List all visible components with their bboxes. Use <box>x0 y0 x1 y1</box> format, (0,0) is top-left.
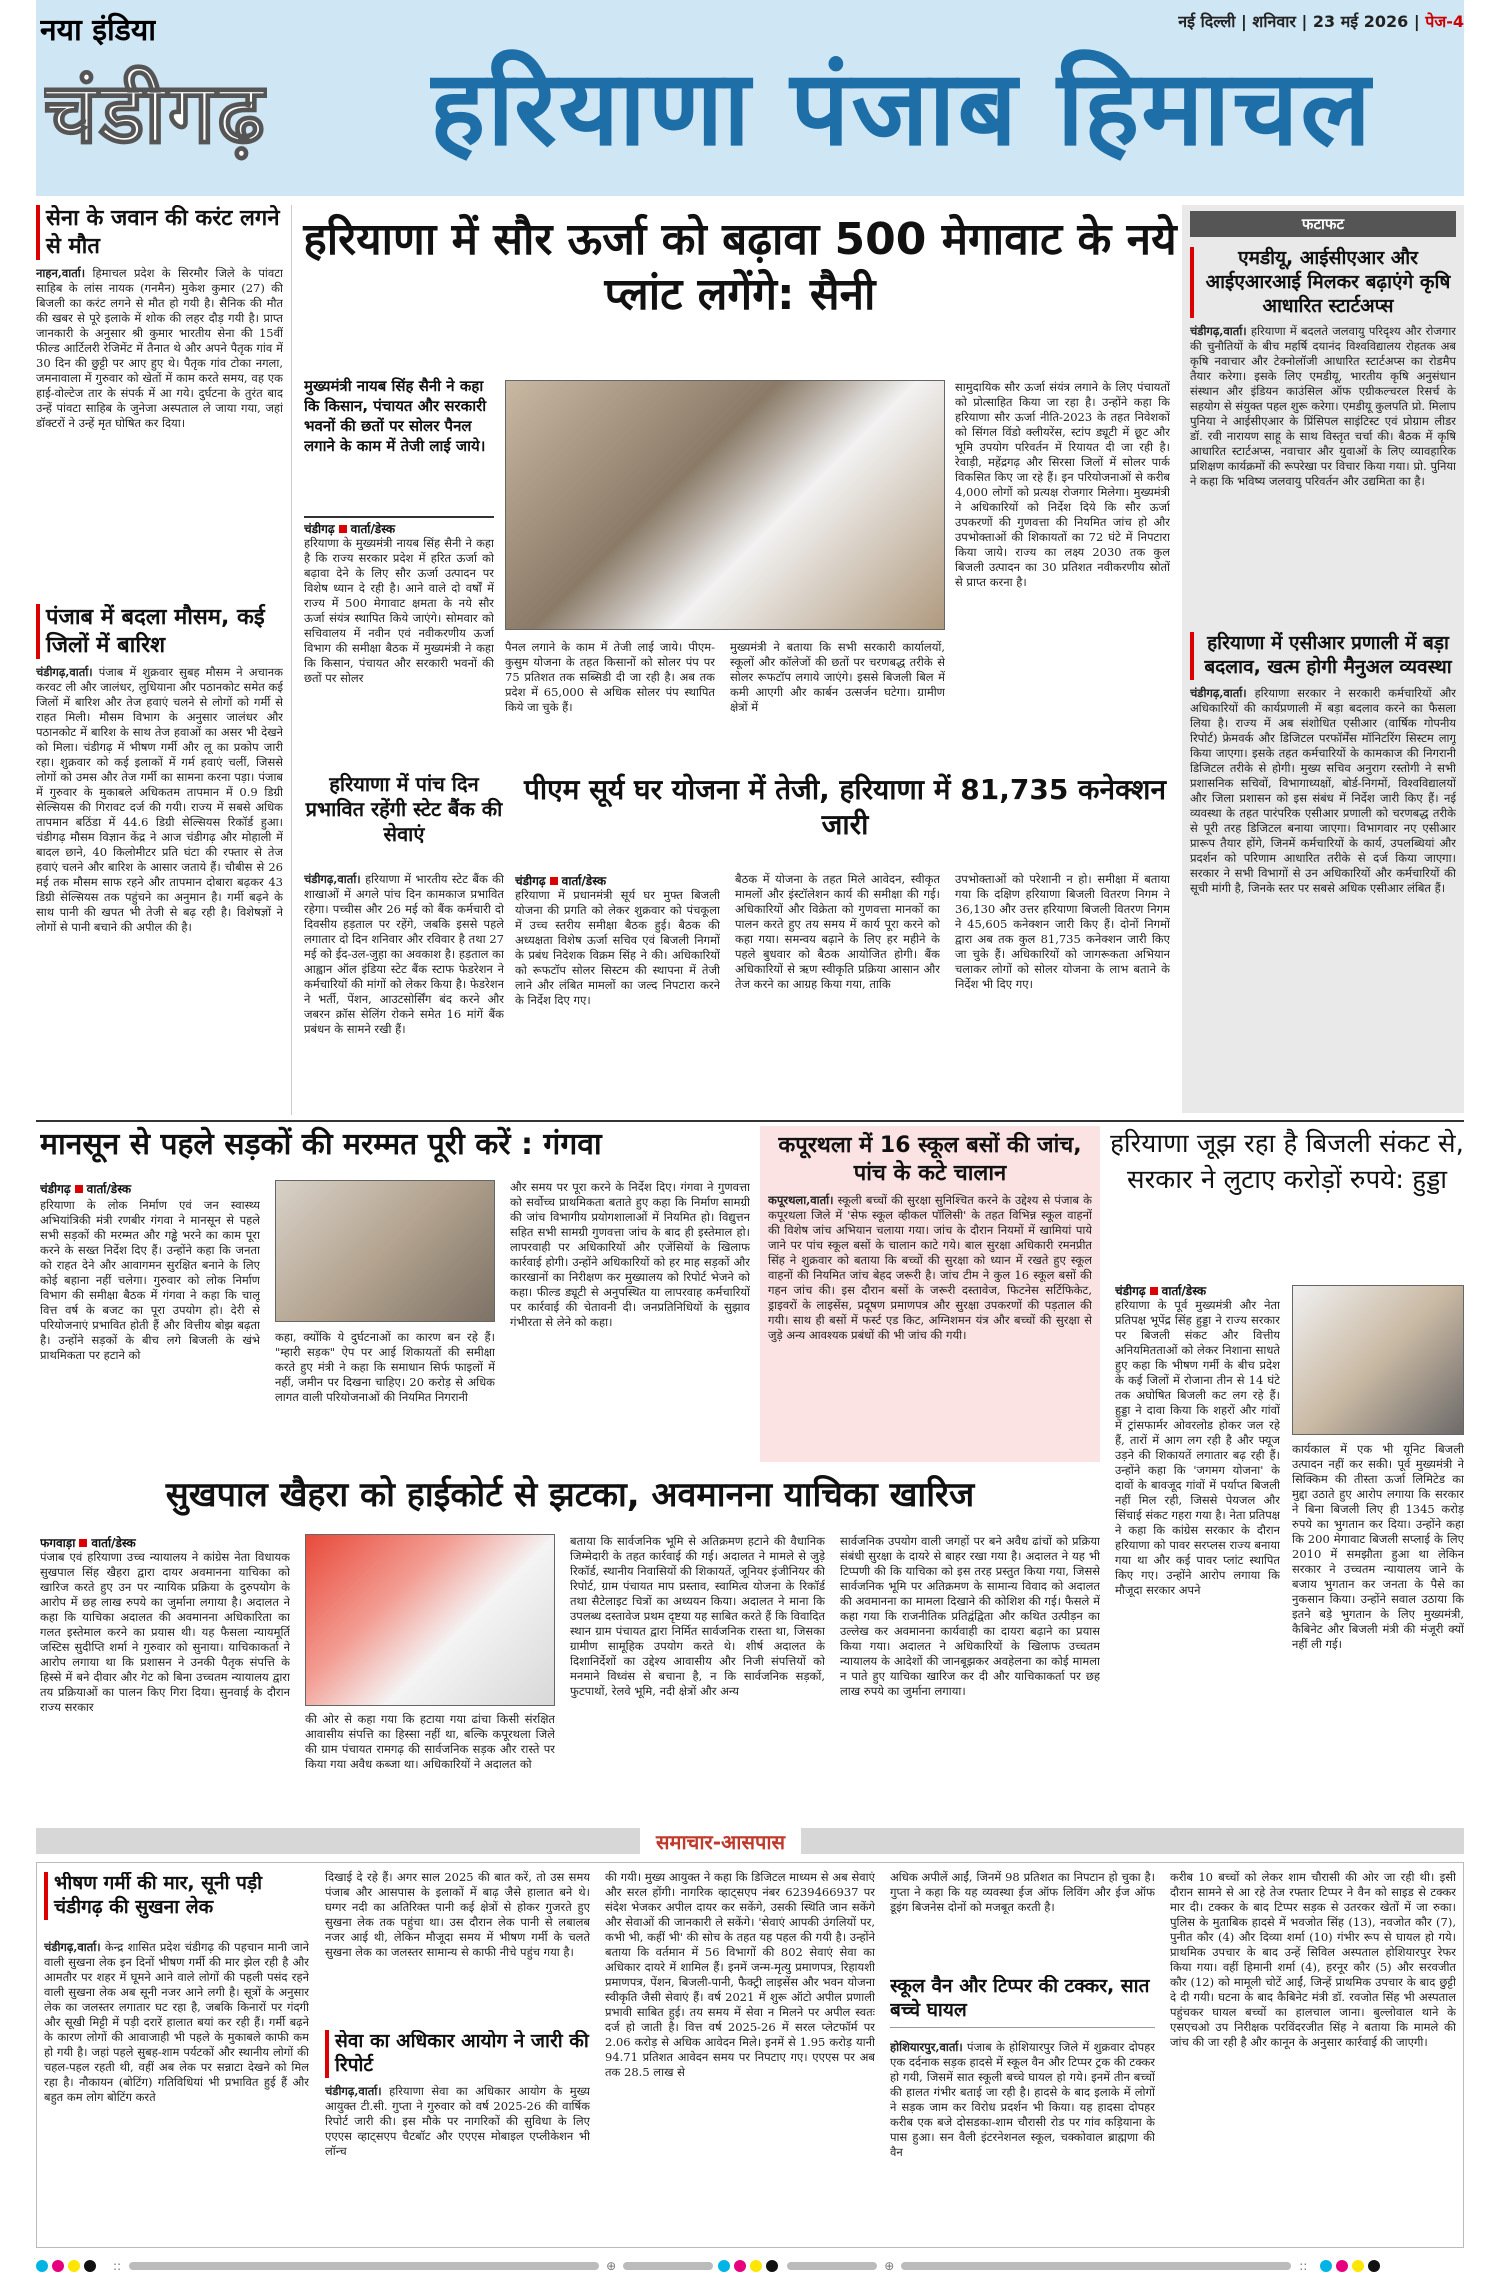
article-text: पंजाब के होशियारपुर जिले में शुक्रवार दोपहर एक दर्दनाक सड़क हादसे में स्कूल वैन और टिप्पर ट्रक की टक्कर हो गयी, जिसमें सात स्कूली बच्चे घायल हो गये। इनमें तीन बच्चों की हालत गंभीर बताई जा रही है। हादसे के बाद इलाके में लोगों ने सड़क जाम कर विरोध प्रदर्शन भी किया। यह हादसा दोपहर करीब एक बजे दोसडका-शाम चौरासी रोड पर गांव कड़ियाना के पास हुआ। सन वैली इंटरनेशनल स्कूल, चक्कोवाल ब्राह्मणा की वैन <box>890 2040 1155 2159</box>
article-title: सेवा का अधिकार आयोग ने जारी की रिपोर्ट <box>325 2030 590 2078</box>
article-dateline: होशियारपुर,वार्ता। <box>890 2040 963 2054</box>
article-dateline: नाहन,वार्ता। <box>36 266 86 280</box>
photo-hooda <box>1292 1285 1464 1435</box>
byline <box>515 872 715 889</box>
byline-place: फगवाड़ा <box>40 1536 76 1550</box>
article-body <box>36 665 283 1115</box>
article-title: सेना के जवान की करंट लगने से मौत <box>36 205 283 260</box>
article-title: हरियाणा में एसीआर प्रणाली में बड़ा बदलाव, खत्म होगी मैनुअल व्यवस्था <box>1190 632 1456 680</box>
article-dateline: चंडीगढ़,वार्ता। <box>304 872 361 886</box>
page-number: पेज-4 <box>1425 12 1464 31</box>
article-headline: हरियाणा जूझ रहा है बिजली संकट से, सरकार ने लुटाए करोड़ों रुपये: हुड्डा <box>1110 1129 1464 1195</box>
section-banner-title: समाचार-आसपास <box>640 1826 801 1857</box>
article-text: केन्द्र शासित प्रदेश चंडीगढ़ की पहचान मानी जाने वाली सुखना लेक इन दिनों भीषण गर्मी की मार झेल रही है और आमतौर पर शहर में घूमने आने वाले लोगों की पहली पसंद रहने वाली सुखना लेक अब सूनी नजर आने लगी है। सूत्रों के अनुसार लेक का जलस्तर लगातार घट रहा है, जबकि किनारों पर गंदगी और सूखी मिट्टी में पड़ी दरारें हालात बयां कर रही हैं। गर्मी बढ़ने के कारण लोगों की आवाजाही भी पहले के मुकाबले काफी कम हो गयी है। जहां पहले सुबह-शाम पर्यटकों और स्थानीय लोगों की चहल-पहल रहती थी, वहीं अब लेक पर सन्नाटा देखने को मिल रहा है। नौकायन (बोटिंग) गतिविधियां भी प्रभावित हुई हैं और बहुत कम लोग बोटिंग करते <box>44 1940 309 2104</box>
lead-col-2: पैनल लगाने के काम में तेजी लाई जाये। पीएम-कुसुम योजना के तहत किसानों को सोलर पंप पर 75 प्रतिशत तक सब्सिडी दी जा रही है। अब तक प्रदेश में 65,000 से अधिक सोलर पंप स्थापित किये जा चुके हैं। <box>505 640 715 714</box>
byline-place: चंडीगढ़ <box>40 1182 71 1196</box>
article-title: हरियाणा में पांच दिन प्रभावित रहेंगी स्टेट बैंक की सेवाएं <box>305 772 503 846</box>
article-col: बताया कि सार्वजनिक भूमि से अतिक्रमण हटाने की वैधानिक जिम्मेदारी के तहत कार्रवाई की गई। अदालत ने मामले से जुड़े रिकॉर्ड, स्थानीय निवासियों की शिकायतें, जूनियर इंजीनियर की रिपोर्ट, ग्राम पंचायत माप प्रस्ताव, स्वामित्व योजना के रिकॉर्ड तथा सैटेलाइट चित्रों का अध्ययन किया। अदालत ने माना कि उपलब्ध दस्तावेज प्रथम दृष्टया यह साबित करते हैं कि विवादित स्थान ग्राम पंचायत द्वारा निर्मित सार्वजनिक रास्ता था, जिसका ग्रामीण सामूहिक उपयोग करते थे। शीर्ष अदालत के दिशानिर्देशों का उद्देश्य आवासीय और निजी संपत्तियों को मनमाने विध्वंस से बचाना है, न कि सार्वजनिक सड़कों, फुटपाथों, रेलवे भूमि, नदी क्षेत्रों और अन्य <box>570 1534 825 1698</box>
article-body <box>304 872 504 1112</box>
article-col: सार्वजनिक उपयोग वाली जगहों पर बने अवैध ढांचों को प्रक्रिया संबंधी सुरक्षा के दायरे से बाहर रखा गया है। अदालत ने यह भी टिप्पणी की कि याचिका को इस तरह प्रस्तुत किया गया, जिससे सार्वजनिक भूमि पर अतिक्रमण के सामान्य विवाद को अदालत की अवमानना का मामला दिखाने की कोशिश की गई। फैसले में कहा गया कि राजनीतिक प्रतिद्वंद्विता और कथित उत्पीड़न का उल्लेख कर अवमानना कार्यवाही का दायरा बढ़ाने का प्रयास किया गया। अदालत ने अधिकारियों के खिलाफ उच्चतम न्यायालय के आदेशों की जानबूझकर अवहेलना का कोई मामला न पाते हुए याचिका खारिज कर दी और याचिकाकर्ता पर छह लाख रुपये का जुर्माना लगाया। <box>840 1534 1100 1698</box>
photo-khaira <box>305 1534 555 1706</box>
article-col: कार्यकाल में एक भी यूनिट बिजली उत्पादन नहीं कर सकी। पूर्व मुख्यमंत्री ने सिक्किम की तीस्ता ऊर्जा लिमिटेड का मुद्दा उठाते हुए आरोप लगाया कि सरकार ने बिना बिजली लिए ही 1345 करोड़ रुपये का भुगतान कर दिया। उन्होंने कहा कि 200 मेगावाट बिजली सप्लाई के लिए 2010 में समझौता हुआ था लेकिन सरकार ने उच्चतम न्यायालय जाने के बजाय भुगतान कर जनता के पैसे का नुकसान किया। उन्होंने सवाल उठाया कि इतने बड़े भुगतान के लिए मुख्यमंत्री, कैबिनेट और बिजली मंत्री की मंजूरी क्यों नहीं ली गई। <box>1292 1442 1464 1651</box>
article-col: की गयी। मुख्य आयुक्त ने कहा कि डिजिटल माध्यम से अब सेवाएं और सरल होंगी। नागरिक व्हाट्सएप नंबर 6239466937 पर संदेश भेजकर अपील दायर कर सकेंगे, उसकी स्थिति जान सकेंगे और सेवाओं की जानकारी ले सकेंगे। 'सेवाएं आपकी उंगलियों पर, कभी भी, कहीं भी' की सोच के तहत यह पहल की गयी है। उन्होंने बताया कि वर्तमान में 56 विभागों की 802 सेवाएं सेवा का अधिकार दायरे में शामिल हैं। इनमें जन्म-मृत्यु प्रमाणपत्र, रिहायशी प्रमाणपत्र, पेंशन, बिजली-पानी, फैक्ट्री लाइसेंस और भवन योजना स्वीकृति जैसी सेवाएं हैं। वर्ष 2021 में शुरू ऑटो अपील प्रणाली प्रभावी साबित हुई। तय समय में सेवा न मिलने पर अपील स्वतः दर्ज हो जाती है। वित्त वर्ष 2025-26 में सरल प्लेटफॉर्म पर 2.06 करोड़ से अधिक आवेदन मिले। इनमें से 1.95 करोड़ यानी 94.71 प्रतिशत आवेदन समय पर निपटाए गए। एएएस पर अब तक 28.5 लाख से <box>605 1870 875 2079</box>
article-col: उपभोक्ताओं को परेशानी न हो। समीक्षा में बताया गया कि दक्षिण हरियाणा बिजली वितरण निगम ने 36,130 और उत्तर हरियाणा बिजली वितरण निगम ने 45,605 कनेक्शन जारी किए हैं। दोनों निगमों द्वारा अब तक कुल 81,735 कनेक्शन जारी किए जा चुके हैं। अधिकारियों को जागरूकता अभियान चलाकर लोगों को सोलर योजना के लाभ बताने के निर्देश भी दिए गए। <box>955 872 1170 991</box>
article-col: हरियाणा के पूर्व मुख्यमंत्री और नेता प्रतिपक्ष भूपेंद्र सिंह हुड्डा ने राज्य सरकार पर बिजली संकट और वित्तीय अनियमितताओं को लेकर निशाना साधते हुए कहा कि भीषण गर्मी के बीच प्रदेश के कई जिलों में रोजाना तीन से 14 घंटे तक अघोषित बिजली कट लग रहे हैं। हुड्डा ने दावा किया कि शहरों और गांवों में ट्रांसफार्मर ओवरलोड होकर जल रहे हैं, तारों में आग लग रही है और फ्यूज उड़ने की शिकायतें लगातार बढ़ रही हैं। उन्होंने कहा कि 'जगमग योजना' के दावों के बावजूद गांवों में पर्याप्त बिजली नहीं मिल रही, जिससे पेयजल और सिंचाई संकट गहरा गया है। नेता प्रतिपक्ष ने कहा कि कांग्रेस सरकार के दौरान हरियाणा को पावर सरप्लस राज्य बनाया गया था और कई पावर प्लांट स्थापित किए गए। उन्होंने आरोप लगाया कि मौजूदा सरकार अपने <box>1115 1298 1280 1597</box>
article-col: कहा, क्योंकि ये दुर्घटनाओं का कारण बन रहे हैं। "म्हारी सड़क" ऐप पर आई शिकायतों की समीक्षा करते हुए मंत्री ने कहा कि समाधान सिर्फ फाइलों में नहीं, जमीन पर दिखना चाहिए। 20 करोड़ से अधिक लागत वाली परियोजनाओं की नियमित निगरानी <box>275 1330 495 1404</box>
article-col: अधिक अपीलें आईं, जिनमें 98 प्रतिशत का निपटान हो चुका है। गुप्ता ने कहा कि यह व्यवस्था ईज ऑफ लिविंग और ईज ऑफ डूइंग बिजनेस दोनों को मजबूत करती है। <box>890 1870 1155 1914</box>
article-dateline: चंडीगढ़,वार्ता। <box>325 2084 382 2098</box>
byline-place: चंडीगढ़ <box>1115 1284 1146 1298</box>
article-title: स्कूल वैन और टिप्पर की टक्कर, सात बच्चे घायल <box>890 1975 1155 2028</box>
article-dateline: चंडीगढ़,वार्ता। <box>36 665 93 679</box>
article-dateline: कपूरथला,वार्ता। <box>768 1193 834 1207</box>
byline-agency: वार्ता/डेस्क <box>1161 1284 1207 1298</box>
left-column <box>36 205 292 1115</box>
city-name: चंडीगढ़ <box>44 64 267 162</box>
article-col: की ओर से कहा गया कि हटाया गया ढांचा किसी संरक्षित आवासीय संपत्ति का हिस्सा नहीं था, बल्कि कपूरथला जिले की ग्राम पंचायत रामगढ़ की सार्वजनिक सड़क और रास्ते पर किया गया अवैध कब्जा था। अधिकारियों ने अदालत को <box>305 1712 555 1771</box>
article-dateline: चंडीगढ़,वार्ता। <box>1190 324 1247 339</box>
red-square-icon <box>1150 1287 1158 1295</box>
article-body <box>1190 686 1456 1076</box>
article-col: हरियाणा में प्रधानमंत्री सूर्य घर मुफ्त बिजली योजना की प्रगति को लेकर शुक्रवार को पंचकूला में उच्च स्तरीय समीक्षा बैठक हुई। बैठक की अध्यक्षता विशेष ऊर्जा सचिव एवं बिजली निगमों के प्रबंध निदेशक विक्रम सिंह ने की। अधिकारियों को रूफटॉप सोलर सिस्टम की स्थापना में तेजी लाने और लंबित मामलों का जल्द निपटारा करने के निर्देश दिए गए। <box>515 888 720 1007</box>
date-text: नई दिल्ली | शनिवार | 23 मई 2026 | <box>1178 12 1420 31</box>
article-col: बैठक में योजना के तहत मिले आवेदन, स्वीकृत मामलों और इंस्टॉलेशन कार्य की समीक्षा की गई। अधिकारियों और विक्रेता को गुणवत्ता मानकों का पालन करते हुए तय समय में कार्य पूरा करने को कहा गया। समन्वय बढ़ाने के लिए हर महीने के पहले बुधवार को बैठक आयोजित होगी। बैंक अधिकारियों से ऋण स्वीकृति प्रक्रिया आसान और तेज करने का आग्रह किया गया, ताकि <box>735 872 940 991</box>
article-body <box>890 2040 1155 2240</box>
sidebar-quick-news <box>1182 205 1464 1113</box>
lead-col-1: हरियाणा के मुख्यमंत्री नायब सिंह सैनी ने कहा है कि राज्य सरकार प्रदेश में हरित ऊर्जा को बढ़ावा देने के लिए सौर ऊर्जा उत्पादन पर विशेष ध्यान दे रही है। आने वाले दो वर्षों में राज्य में 500 मेगावाट क्षमता के नये सौर ऊर्जा संयंत्र स्थापित किये जाएंगे। सोमवार को सचिवालय में नवीन एवं नवीकरणीय ऊर्जा विभाग की समीक्षा बैठक में मुख्यमंत्री ने कहा कि किसान, पंचायत और सरकारी भवनों की छतों पर सोलर <box>304 536 494 685</box>
sidebar-label: फटाफट <box>1190 211 1456 237</box>
article-text: हरियाणा में बदलते जलवायु परिदृश्य और रोजगार की चुनौतियों के बीच महर्षि दयानंद विश्वविद्यालय रोहतक अब कृषि नवाचार और टेक्नोलॉजी आधारित स्टार्टअप्स का रोडमैप तैयार करेगा। इसके लिए एमडीयू, भारतीय कृषि अनुसंधान संस्थान और इंडियन काउंसिल ऑफ एग्रीकल्चरल रिसर्च के सहयोग से संयुक्त पहल शुरू करेगा। एमडीयू कुलपति प्रो. मिलाप पुनिया ने आईसीएआर के प्रिंसिपल साइंटिस्ट एवं प्रोग्राम लीडर डॉ. रवी नारायण साहू के साथ विस्तृत चर्चा की। बैठक में कृषि आधारित स्टार्टअप्स, नवाचार और युवाओं के लिए व्यावहारिक प्रशिक्षण कार्यक्रमों की रूपरेखा पर विचार किया गया। प्रो. पुनिया ने कहा कि भविष्य जलवायु परिवर्तन और उद्यमिता का है। <box>1190 324 1456 489</box>
print-color-marks: :: ⊕ ⊕ :: <box>36 2255 1464 2277</box>
article-text: पंजाब में शुक्रवार सुबह मौसम ने अचानक करवट ली और जालंधर, लुधियाना और पठानकोट समेत कई जिलों में बारिश और तेज हवाएं चलने से लोगों को गर्मी से राहत मिली। मौसम विभाग के अनुसार जालंधर और पठानकोट में बारिश के साथ तेज हवाओं का असर भी देखने को मिला। चंडीगढ़ में भीषण गर्मी और लू का प्रकोप जारी रहा। शुक्रवार को कई इलाकों में गर्म हवाएं चलीं, जिससे लोगों को उमस और तेज गर्मी का सामना करना पड़ा। पंजाब में गुरुवार के मुकाबले अधिकतम तापमान में 0.9 डिग्री सेल्सियस की गिरावट दर्ज की गयी। राज्य में सबसे अधिक तापमान बठिंडा में 44.6 डिग्री सेल्सियस रिकॉर्ड हुआ। चंडीगढ़ मौसम विज्ञान केंद्र ने आज चंडीगढ़ और मोहाली में बादल छाने, 40 किलोमीटर प्रति घंटा की रफ्तार से तेज हवाएं चलने और बारिश के आसार जताये हैं। चौबीस से 26 मई तक मौसम साफ रहने और तापमान दोबारा बढ़कर 43 डिग्री सेल्सियस तक पहुंचने का अनुमान है। गर्मी बढ़ने के साथ पानी की खपत भी तेजी से बढ़ रही है। विशेषज्ञों ने लोगों से पानी बचाने की अपील की है। <box>36 665 283 934</box>
byline-place: चंडीगढ़ <box>304 522 335 536</box>
byline <box>40 1534 290 1551</box>
article-headline: पीएम सूर्य घर योजना में तेजी, हरियाणा में 81,735 कनेक्शन जारी <box>523 773 1167 841</box>
article-col: पंजाब एवं हरियाणा उच्च न्यायालय ने कांग्रेस नेता विधायक सुखपाल सिंह खैहरा द्वारा दायर अवमानना याचिका को खारिज करते हुए उन पर न्यायिक प्रक्रिया के दुरुपयोग के आरोप में छह लाख रुपये का जुर्माना लगाया है। अदालत ने कहा कि याचिका अदालत की अवमानना अधिकारिता का गलत इस्तेमाल करने का प्रयास थी। यह फैसला न्यायमूर्ति जस्टिस सुदीप्ति शर्मा ने गुरुवार को सुनाया। याचिकाकर्ता ने आरोप लगाया था कि प्रशासन ने उनकी पैतृक संपत्ति के हिस्से में बने दीवार और गेट को बिना उच्चतम न्यायालय द्वारा तय प्रक्रियाओं का पालन किए गिरा दिया। सुनवाई के दौरान राज्य सरकार <box>40 1550 290 1714</box>
article-col: करीब 10 बच्चों को लेकर शाम चौरासी की ओर जा रही थी। इसी दौरान सामने से आ रहे तेज रफ्तार टिप्पर ने वैन को साइड से टक्कर मार दी। टक्कर के बाद टिप्पर सड़क से उतरकर खेतों में जा रुका। पुलिस के मुताबिक हादसे में भवजोत सिंह (13), नवजोत कौर (7), पुनीत कौर (4) और दिव्या शर्मा (10) गंभीर रूप से घायल हो गये। प्राथमिक उपचार के बाद उन्हें सिविल अस्पताल होशियारपुर रेफर किया गया। वहीं हिमानी शर्मा (4), हरनूर कौर (5) और सरवजीत कौर (12) को मामूली चोटें आईं, जिन्हें प्राथमिक उपचार के बाद छुट्टी दे दी गयी। घटना के बाद कैबिनेट मंत्री डॉ. रवजोत सिंह भी अस्पताल पहुंचकर घायल बच्चों का हालचाल जाना। बुल्लोवाल थाने के एसएचओ उप निरीक्षक परविंदरजीत सिंह ने बताया कि मामले की जांच की जा रही है और कानून के अनुसार कार्रवाई की जाएगी। <box>1170 1870 1456 2049</box>
photo-minister <box>275 1180 495 1322</box>
article-body <box>36 266 283 596</box>
section-states-title: हरियाणा पंजाब हिमाचल <box>430 47 1373 169</box>
article-headline: सुखपाल खैहरा को हाईकोर्ट से झटका, अवमानना याचिका खारिज <box>165 1475 975 1515</box>
byline-agency: वार्ता/डेस्क <box>561 874 607 888</box>
article-headline: मानसून से पहले सड़कों की मरम्मत पूरी करें : गंगवा <box>40 1127 602 1162</box>
pull-quote: मुख्यमंत्री नायब सिंह सैनी ने कहा कि किसान, पंचायत और सरकारी भवनों की छतों पर सोलर पैनल लगाने के काम में तेजी लाई जाये। <box>304 377 487 455</box>
byline <box>40 1180 260 1197</box>
divider <box>36 1120 1464 1122</box>
article-col: दिखाई दे रहे हैं। अगर साल 2025 की बात करें, तो उस समय पंजाब और आसपास के इलाकों में बाढ़ जैसे हालात बने थे। घग्गर नदी का अतिरिक्त पानी कई क्षेत्रों से होकर गुजरते हुए सुखना लेक तक पहुंचा था। उस दौरान लेक पानी से लबालब नजर आई थी, लेकिन मौजूदा समय में भीषण गर्मी के चलते सुखना लेक का जलस्तर सामान्य से काफी नीचे पहुंच गया है। <box>325 1870 590 1959</box>
dateline <box>1178 10 1464 32</box>
article-text: हरियाणा सरकार ने सरकारी कर्मचारियों और अधिकारियों की कार्यप्रणाली में बड़ा बदलाव करने का फैसला लिया है। राज्य में अब संशोधित एसीआर (वार्षिक गोपनीय रिपोर्ट) फ्रेमवर्क और डिजिटल परफॉर्मेंस मॉनिटरिंग सिस्टम लागू किया जाएगा। इसके तहत कर्मचारियों के कामकाज की निगरानी डिजिटल तरीके से होगी। मुख्य सचिव अनुराग रस्तोगी ने सभी प्रशासनिक सचिवों, विभागाध्यक्षों, बोर्ड-निगमों, विश्वविद्यालयों और जिला प्रशासन को इस संबंध में निर्देश जारी किए हैं। नई व्यवस्था के तहत पारंपरिक एसीआर प्रणाली को चरणबद्ध तरीके से पूरी तरह डिजिटल बनाया जाएगा। विभागवार नए एसीआर प्रारूप तैयार होंगे, जिनमें कर्मचारियों के कार्य, उपलब्धियां और प्रदर्शन को परिणाम आधारित तरीके से दर्ज किया जाएगा। सरकार ने सभी विभागों से उन अधिकारियों और कर्मचारियों की सूची मांगी है, जिनके स्तर पर सबसे अधिक एसीआर लंबित हैं। <box>1190 685 1456 895</box>
article-body <box>1190 324 1456 624</box>
article-body <box>44 1940 309 2240</box>
article-text: हरियाणा में भारतीय स्टेट बैंक की शाखाओं में अगले पांच दिन कामकाज प्रभावित रहेगा। पच्चीस और 26 मई को बैंक कर्मचारी दो दिवसीय हड़ताल पर रहेंगे, जबकि इससे पहले लगातार दो दिन शनिवार और रविवार है तथा 27 मई को ईद-उल-जुहा का अवकाश है। हड़ताल का आह्वान ऑल इंडिया स्टेट बैंक स्टाफ फेडरेशन ने कर्मचारियों की मांगों को लेकर किया है। फेडरेशन ने भर्ती, पेंशन, आउटसोर्सिंग बंद करने और जबरन क्रॉस सेलिंग रोकने समेत 16 मांगें बैंक प्रबंधन के सामने रखी हैं। <box>304 872 504 1036</box>
byline-agency: वार्ता/डेस्क <box>350 522 396 536</box>
article-dateline: चंडीगढ़,वार्ता। <box>44 1940 101 1954</box>
article-col: हरियाणा के लोक निर्माण एवं जन स्वास्थ्य अभियांत्रिकी मंत्री रणबीर गंगवा ने मानसून से पहले सभी सड़कों की मरम्मत और गड्ढे भरने का काम पूरा करने के सख्त निर्देश दिए हैं। उन्होंने कहा कि जनता को राहत देने और आवागमन सुरक्षित बनाने के लिए कोई बहाना नहीं चलेगा। गुरुवार को लोक निर्माण विभाग की समीक्षा बैठक में गंगवा ने कहा कि चालू वित्त वर्ष के बजट का पूरा उपयोग हो। देरी से परियोजनाएं प्रभावित होती हैं और वित्तीय बोझ बढ़ता है। उन्होंने सड़कों के बीच लगे बिजली के खंभे प्राथमिकता पर हटाने को <box>40 1198 260 1362</box>
red-square-icon <box>339 525 347 533</box>
photo-chief-minister <box>505 380 945 630</box>
article-body <box>325 2084 590 2240</box>
article-col: और समय पर पूरा करने के निर्देश दिए। गंगवा ने गुणवत्ता को सर्वोच्च प्राथमिकता बताते हुए कहा कि निर्माण सामग्री की जांच विभागीय प्रयोगशालाओं में नियमित हो। विद्युत्तन सहित सभी सामग्री गुणवत्ता जांच के बाद ही इस्तेमाल हो। लापरवाही पर अधिकारियों और एजेंसियों के खिलाफ कार्रवाई होगी। उन्होंने अधिकारियों को हर माह सड़कों और कारखानों का निरीक्षण कर मुख्यालय को रिपोर्ट भेजने को कहा। फील्ड ड्यूटी से अनुपस्थित या लापरवाह कर्मचारियों पर कार्रवाई की चेतावनी दी। जनप्रतिनिधियों के सुझाव गंभीरता से लेने को कहा। <box>510 1180 750 1329</box>
newspaper-brand: नया इंडिया <box>40 13 156 48</box>
byline-place: चंडीगढ़ <box>515 874 546 888</box>
byline <box>304 516 494 537</box>
byline <box>1115 1282 1295 1299</box>
article-text: हिमाचल प्रदेश के सिरमौर जिले के पांवटा साहिब के लांस नायक (गनमैन) मुकेश कुमार (27) की बिजली का करंट लगने से मौत हो गयी है। सैनिक की मौत की खबर से पूरे इलाके में शोक की लहर दौड़ गयी है। प्राप्त जानकारी के अनुसार श्री कुमार भारतीय सेना की 15वीं फील्ड आर्टिलरी रेजिमेंट में तैनात थे और अपने पैतृक गांव में 30 दिन की छुट्टी पर आए हुए थे। पैतृक गांव टोका नगला, जमनावाला में गुरुवार को खेतों में काम करते समय, वह एक हाई-वोल्टेज तार के संपर्क में आ गये। दुर्घटना के तुरंत बाद उन्हें पांवटा साहिब के जुनेजा अस्पताल ले जाया गया, जहां डॉक्टरों ने उन्हें मृत घोषित कर दिया। <box>36 266 283 430</box>
red-square-icon <box>79 1539 87 1547</box>
article-title: एमडीयू, आईसीएआर और आईएआरआई मिलकर बढ़ाएंगे कृषि आधारित स्टार्टअप्स <box>1190 247 1456 318</box>
lead-headline: हरियाणा में सौर ऊर्जा को बढ़ावा 500 मेगावाट के नये प्लांट लगेंगे: सैनी <box>303 214 1177 320</box>
lead-col-4: सामुदायिक सौर ऊर्जा संयंत्र लगाने के लिए पंचायतों को प्रोत्साहित किया जा रहा है। उन्होंने कहा कि हरियाणा सौर ऊर्जा नीति-2023 के तहत निवेशकों को सिंगल विंडो क्लीयरेंस, स्टांप ड्यूटी में छूट और भूमि उपयोग परिवर्तन में रियायत दी जा रही है। रेवाड़ी, महेंद्रगढ़ और सिरसा जिलों में सोलर पार्क विकसित किए जा रहे हैं। इन परियोजनाओं से करीब 4,000 लोगों को प्रत्यक्ष रोजगार मिलेगा। मुख्यमंत्री ने अधिकारियों को निर्देश दिये कि सौर ऊर्जा उपकरणों की गुणवत्ता की नियमित जांच हो और उपभोक्ताओं की शिकायतों का 72 घंटे में निपटारा किया जाये। राज्य का लक्ष्य 2030 तक कुल बिजली उत्पादन का 30 प्रतिशत नवीकरणीय स्रोतों से प्राप्त करना है। <box>955 380 1170 589</box>
pink-box-article <box>760 1126 1100 1462</box>
byline-agency: वार्ता/डेस्क <box>91 1536 136 1550</box>
article-text: स्कूली बच्चों की सुरक्षा सुनिश्चित करने के उद्देश्य से पंजाब के कपूरथला जिले में 'सेफ स्कूल व्हीकल पॉलिसी' के तहत विभिन्न स्कूल वाहनों की विशेष जांच अभियान चलाया गया। जांच के दौरान नियमों में खामियां पाये जाने पर पांच स्कूल बसों के चालान काटे गये। बाल सुरक्षा अधिकारी रमनप्रीत सिंह ने शुक्रवार को बताया कि बच्चों की सुरक्षा को ध्यान में रखते हुए स्कूल वाहनों की नियमित जांच बेहद जरूरी है। जांच टीम ने कुल 16 स्कूल बसों की गहन जांच की। इस दौरान बसों के जरूरी दस्तावेज, फिटनेस सर्टिफिकेट, ड्राइवरों के लाइसेंस, प्रदूषण प्रमाणपत्र और सुरक्षा उपकरणों की पड़ताल की गयी। साथ ही बसों में फर्स्ट एड किट, अग्निशमन यंत्र और बच्चों की सुरक्षा से जुड़े अन्य आवश्यक प्रबंधों की भी जांच की गयी। <box>768 1193 1092 1342</box>
red-square-icon <box>75 1185 83 1193</box>
byline-agency: वार्ता/डेस्क <box>86 1182 132 1196</box>
lead-col-3: मुख्यमंत्री ने बताया कि सभी सरकारी कार्यालयों, स्कूलों और कॉलेजों की छतों पर चरणबद्ध तरीके से सोलर रूफटॉप लगाये जाएंगे। इससे बिजली बिल में कमी आएगी और कार्बन उत्सर्जन घटेगा। ग्रामीण क्षेत्रों में <box>730 640 945 714</box>
article-title: भीषण गर्मी की मार, सूनी पड़ी चंडीगढ़ की सुखना लेक <box>44 1872 309 1920</box>
article-dateline: चंडीगढ़,वार्ता। <box>1190 685 1247 700</box>
red-square-icon <box>550 877 558 885</box>
article-title: पंजाब में बदला मौसम, कई जिलों में बारिश <box>36 604 283 659</box>
article-title: कपूरथला में 16 स्कूल बसों की जांच, पांच के कटे चालान <box>778 1133 1082 1186</box>
article-text: हरियाणा सेवा का अधिकार आयोग के मुख्य आयुक्त टी.सी. गुप्ता ने गुरुवार को वर्ष 2025-26 की वार्षिक रिपोर्ट जारी की। इस मौके पर नागरिकों की सुविधा के लिए एएएस व्हाट्सएप चैटबॉट और एएएस मोबाइल एप्लीकेशन भी लॉन्च <box>325 2084 590 2158</box>
article-body <box>768 1193 1092 1453</box>
